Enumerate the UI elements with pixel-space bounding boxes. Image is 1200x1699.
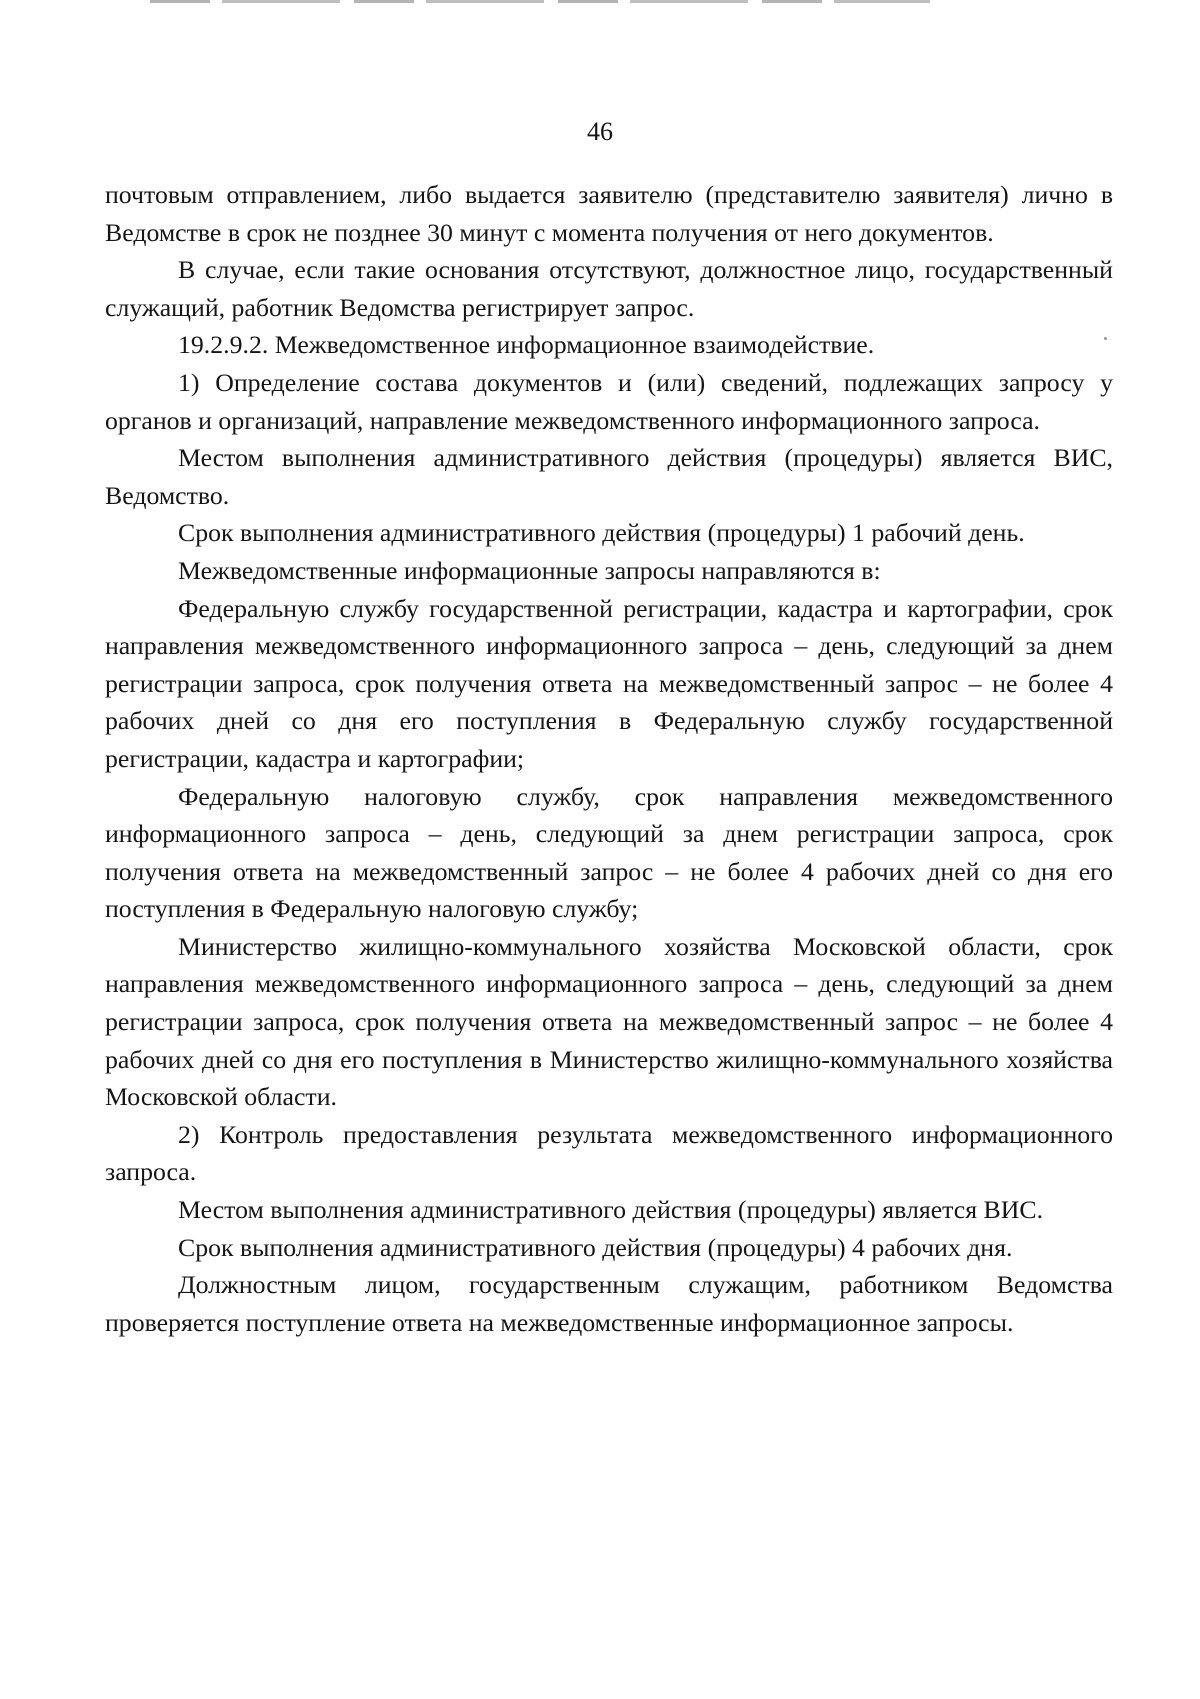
paragraph: Федеральную службу государственной регистрации, кадастра и картографии, срок направления межведомственного информационного запроса – день, следующий за днем регистрации запроса, срок получения ответа на межведомственный запрос – не более 4 рабочих дней со дня его поступления в Федеральную службу государственной регистрации, кадастра и картографии;: [105, 593, 1113, 773]
page-number: 46: [587, 117, 613, 146]
paragraph: Местом выполнения административного действия (процедуры) является ВИС.: [178, 1195, 1044, 1225]
paragraph: Срок выполнения административного действия (процедуры) 1 рабочий день.: [178, 518, 1025, 548]
paragraph: Срок выполнения административного действия (процедуры) 4 рабочих дня.: [178, 1232, 1013, 1262]
paragraph: 1) Определение состава документов и (или) сведений, подлежащих запросу у органов и организаций, направление межведомственного информационного запроса.: [105, 367, 1113, 435]
document-body: [105, 176, 1113, 1341]
paragraph: Местом выполнения административного действия (процедуры) является ВИС, Ведомство.: [105, 443, 1113, 510]
paragraph: В случае, если такие основания отсутствуют, должностное лицо, государственный служащий, работник Ведомства регистрирует запрос.: [105, 255, 1113, 322]
scan-edge-artifact: [150, 0, 930, 3]
paragraph: 2) Контроль предоставления результата межведомственного информационного запроса.: [105, 1119, 1113, 1187]
paragraph: Министерство жилищно-коммунального хозяйства Московской области, срок направления межведомственного информационного запроса – день, следующий за днем регистрации запроса, срок получения ответа на межведомственный запрос – не более 4 рабочих дней со дня его поступления в Министерство жилищно-коммунального хозяйства Московской области.: [105, 931, 1113, 1112]
paragraph-continuation: почтовым отправлением, либо выдается заявителю (представителю заявителя) лично в Ведомстве в срок не позднее 30 минут с момента получения от него документов.: [105, 180, 1113, 247]
section-heading: 19.2.9.2. Межведомственное информационное взаимодействие.: [178, 330, 875, 360]
paragraph: Межведомственные информационные запросы направляются в:: [178, 555, 881, 585]
paragraph: Должностным лицом, государственным служащим, работником Ведомства проверяется поступление ответа на межведомственные информационное запросы.: [105, 1270, 1113, 1337]
paragraph: Федеральную налоговую службу, срок направления межведомственного информационного запроса – день, следующий за днем регистрации запроса, срок получения ответа на межведомственный запрос – не более 4 рабочих дней со дня его поступления в Федеральную налоговую службу;: [105, 781, 1113, 924]
